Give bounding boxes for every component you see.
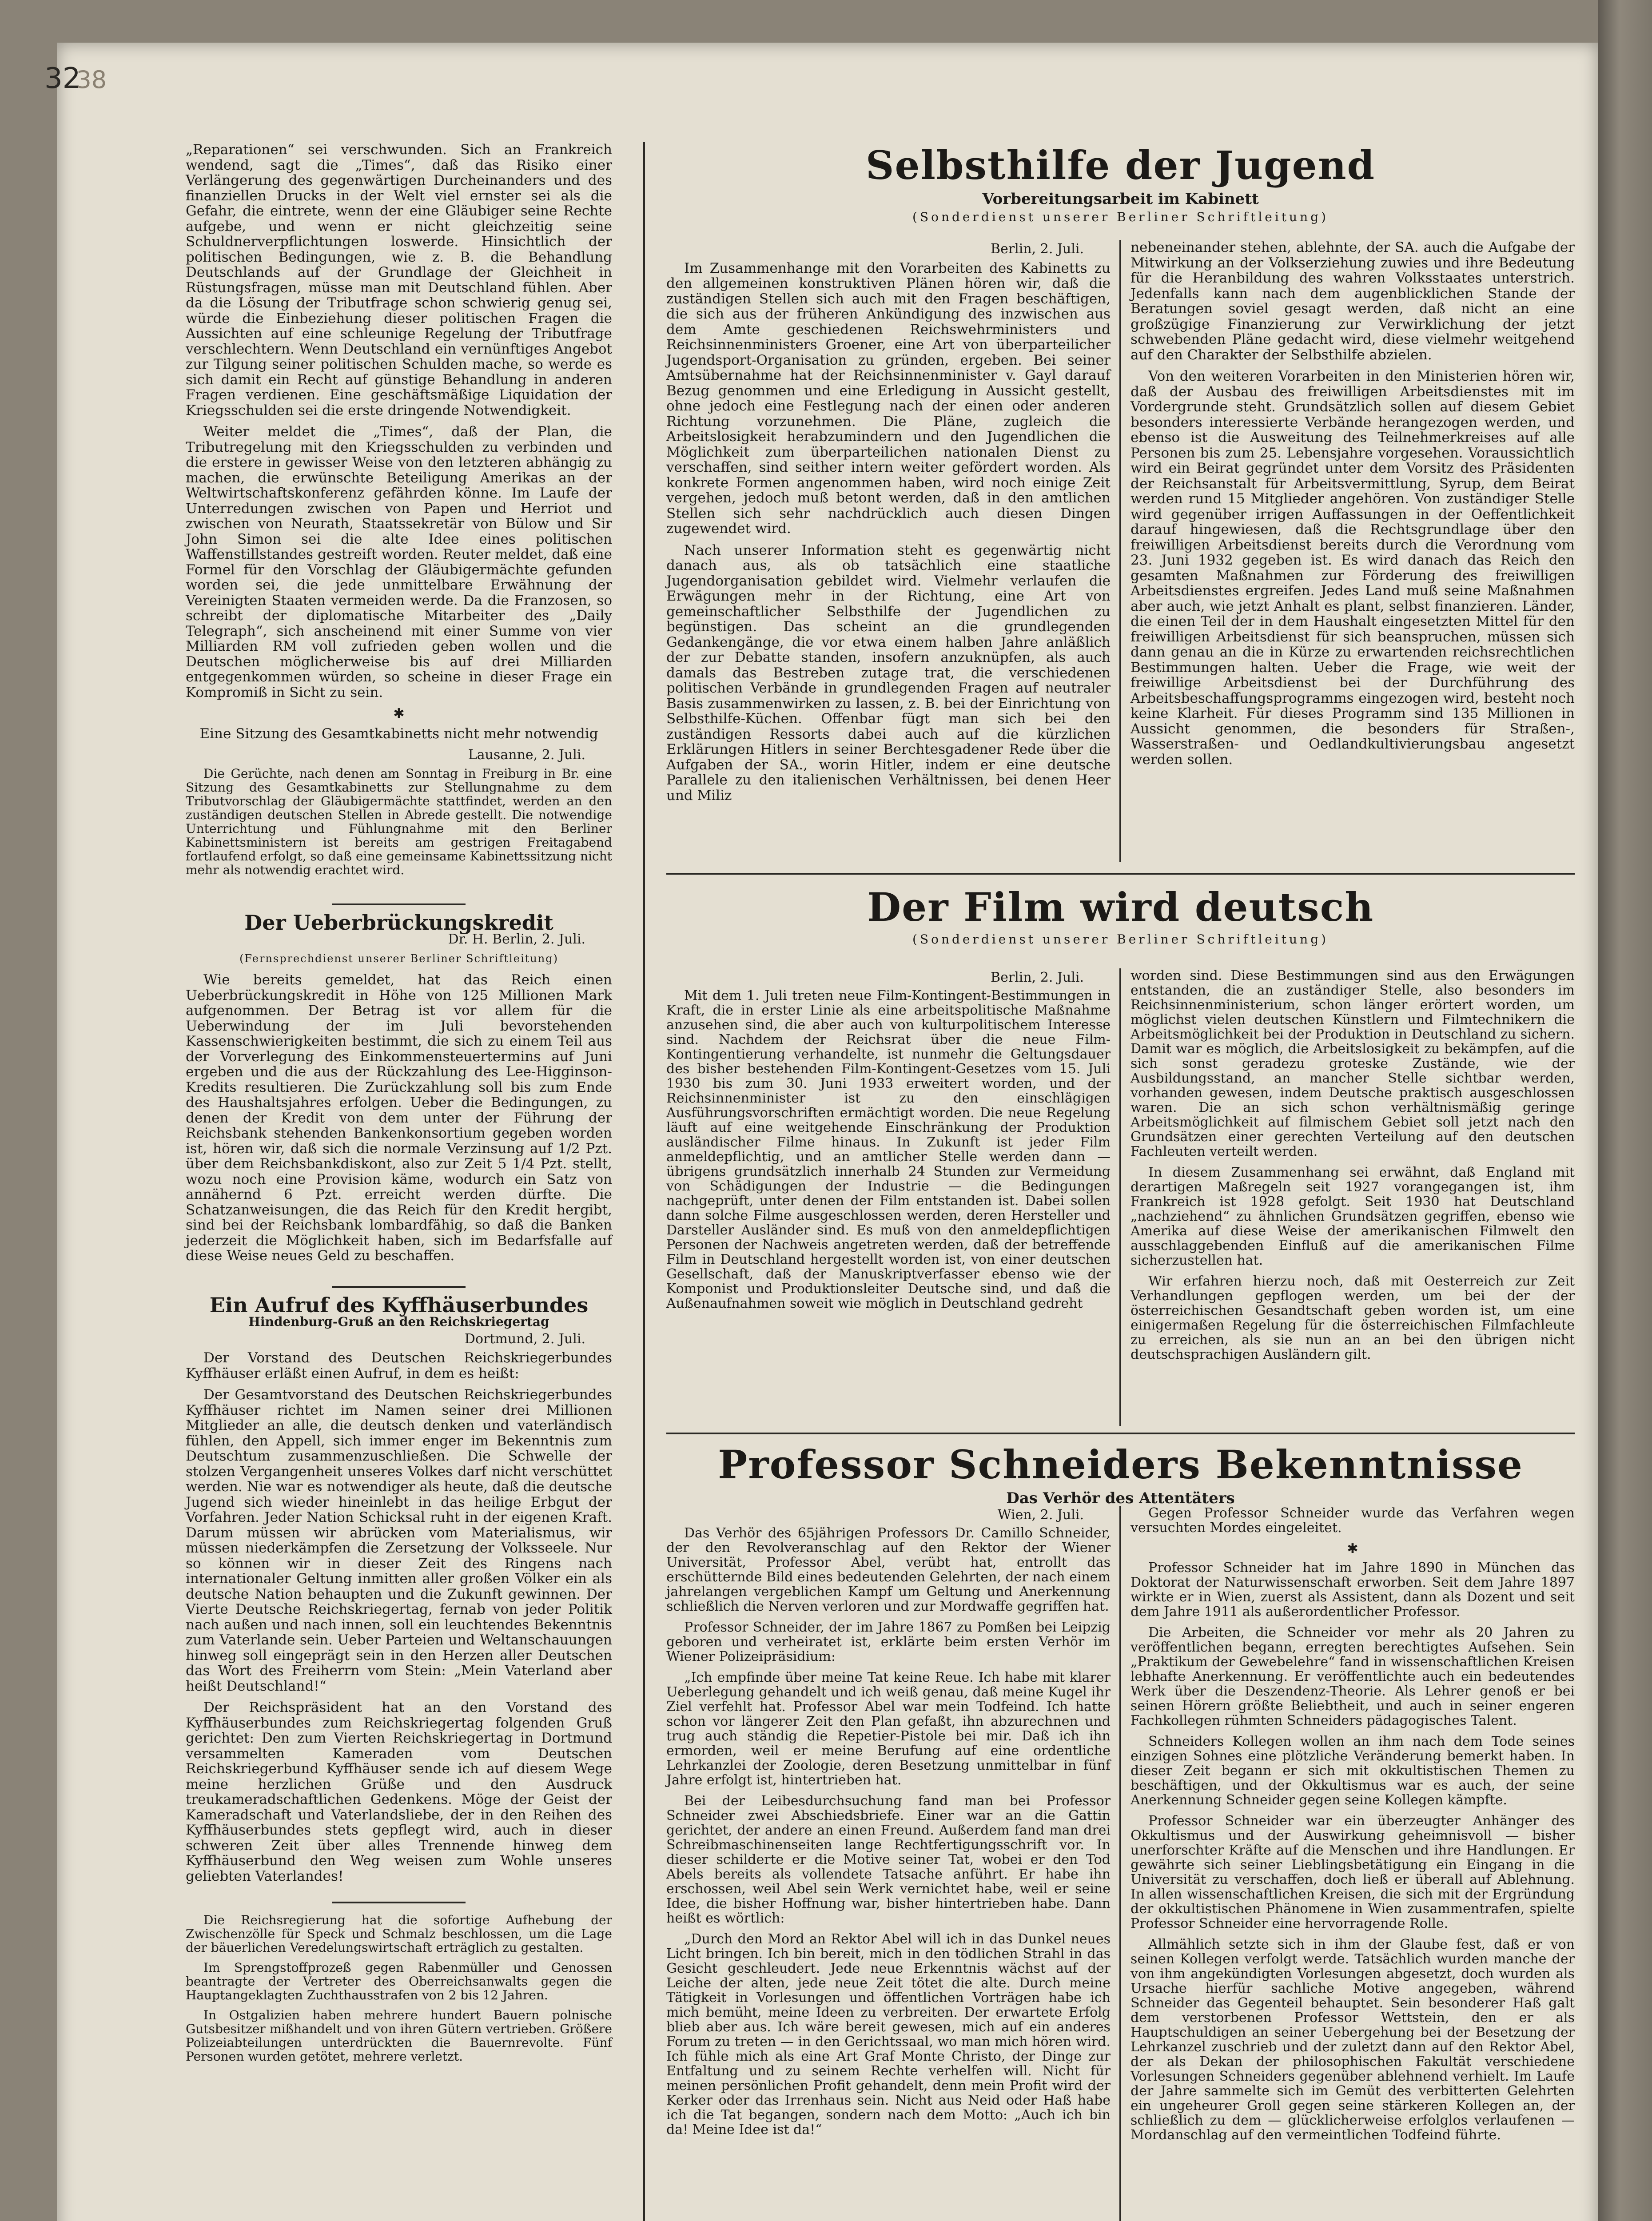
- professor-paragraph-8: Schneiders Kollegen wollen an ihm nach dem Tode seines einzigen Sohnes eine plötzliche Veränderung bemerkt haben. In dieser Zeit begann er sich mit okkultistischen Themen zu beschäftigen, und der Okkultismus war es auch, der seine Anerkennung Schneider gegen seine Kollegen kämpfte.: [1131, 1734, 1575, 1808]
- professor-article-header: [666, 1441, 1575, 1509]
- jugend-headline: Selbsthilfe der Jugend: [865, 142, 1376, 188]
- jugend-dateline: Berlin, 2. Juli.: [991, 241, 1084, 257]
- jugend-article-header: [666, 142, 1575, 231]
- section-rule-prof: [666, 1433, 1575, 1434]
- kyffhaeuser-paragraph-2: Der Gesamtvorstand des Deutschen Reichskriegerbundes Kyffhäuser richtet im Namen seiner drei Millionen Mitglieder an alle, die deutsch denken und vaterländisch fühlen, den Appell, sich immer enger im Bekenntnis zum Deutschtum zusammenzuschließen. Die Schwelle der stolzen Vergangenheit unseres Volkes darf nicht verschüttet werden. Nie war es notwendiger als heute, daß die deutsche Jugend sich wieder hineinlebt in das heilige Erbgut der Vorfahren. Jeder Nation Schicksal ruht in der eigenen Kraft. Darum müssen wir abrücken vom Materialismus, wir müssen niederkämpfen die Zersetzung der Volksseele. Nur so können wir in dieser Zeit des Ringens nach internationaler Geltung inmitten aller großen Völker ein als deutsche Nation behaupten und die Zukunft gewinnen. Der Vierte Deutsche Reichskriegertag, fernab von jeder Politik nach außen und nach innen, soll ein leuchtendes Bekenntnis zum Vaterlande sein. Ueber Parteien und Weltanschauungen hinweg soll eingeprägt sein in den Herzen aller Deutschen das Wort des Freiherrn vom Stein: „Mein Vaterland aber heißt Deutschland!“: [186, 1387, 612, 1694]
- article-divider: [332, 904, 466, 905]
- professor-headline: Professor Schneiders Bekenntnisse: [718, 1441, 1523, 1488]
- professor-paragraph-6: Professor Schneider hat im Jahre 1890 in München das Doktorat der Naturwissenschaft erworben. Seit dem Jahre 1897 wirkte er in Wien, zuerst als Assistent, dann als Dozent und seit dem Jahre 1911 als außerordentlicher Professor.: [1131, 1560, 1575, 1620]
- separator-star: ✱: [393, 706, 405, 721]
- news-brief-3: In Ostgalizien haben mehrere hundert Bauern polnische Gutsbesitzer mißhandelt und von ihren Gütern vertrieben. Größere Polizeiabteilungen unterdrückten die Bauernrevolte. Fünf Personen wurden getötet, mehrere verletzt.: [186, 2008, 612, 2064]
- professor-paragraph-2: Professor Schneider, der im Jahre 1867 zu Pomßen bei Leipzig geboren und verheiratet ist, erklärte beim ersten Verhör im Wiener Polizeipräsidium:: [666, 1620, 1111, 1664]
- film-paragraph-3: In diesem Zusammenhang sei erwähnt, daß England mit derartigen Maßregeln seit 1927 vorangegangen ist, ihm Frankreich ist 1928 gefolgt. Seit 1930 hat Deutschland „nachziehend“ zu ähnlichen Grundsätzen gegriffen, ebenso wie Amerika auf diese Weise der amerikanischen Filmwelt den ausschlaggebenden Einfluß auf die amerikanischen Filme sicherzustellen hat.: [1131, 1165, 1575, 1268]
- section-rule-film: [666, 873, 1575, 875]
- kyffhaeuser-subheadline: Hindenburg-Gruß an den Reichskriegertag: [248, 1314, 549, 1329]
- column-divider-mid-top: [1119, 240, 1121, 862]
- kyffhaeuser-paragraph-3: Der Reichspräsident hat an den Vorstand des Kyffhäuserbundes zum Reichskriegertag folgenden Gruß gerichtet: Den zum Vierten Reichskriegertag in Dortmund versammelten Kameraden vom Deutschen Reichskriegerbund Kyffhäuser sende ich auf diesem Wege meine herzlichen Grüße und den Ausdruck treukameradschaftlichen Gedenkens. Möge der Geist der Kameradschaft und Vaterlandsliebe, der in den Reihen des Kyffhäuserbundes stets gepflegt wird, auch in dieser schweren Zeit über alles Trennende hinweg dem Kyffhäuserbund den Weg weisen zum Wohle unseres geliebten Vaterlandes!: [186, 1700, 612, 1884]
- page-number-current: 32: [44, 62, 81, 95]
- professor-intro: Gegen Professor Schneider wurde das Verfahren wegen versuchten Mordes eingeleitet.: [1131, 1505, 1575, 1536]
- professor-paragraph-10: Allmählich setzte sich in ihm der Glaube fest, daß er von seinen Kollegen verfolgt werde. Tatsächlich wurden manche der von ihm angekündigten Vorlesungen abgesetzt, doch wurden als Ursache hierfür sachliche Motive angegeben, während Schneider das Gegenteil behauptet. Sein besonderer Haß galt dem verstorbenen Professor Wettstein, den er als Hauptschuldigen an seiner Uebergehung bei der Besetzung der Lehrkanzel zuschrieb und der zuletzt dann auf den Rektor Abel, der als Dekan der philosophischen Fakultät verschiedene Vorlesungen Schneiders gegenüber ablehnend verhielt. Im Laufe der Jahre sammelte sich im Gemüt des verbitterten Gelehrten ein ungeheurer Groll gegen seine stärkeren Kollegen an, der schließlich zu dem — glücklicherweise erfolglos verlaufenen — Mordanschlag auf den vermeintlichen Todfeind führte.: [1131, 1937, 1575, 2143]
- news-brief-1: Die Reichsregierung hat die sofortige Aufhebung der Zwischenzölle für Speck und Schmalz beschlossen, um die Lage der bäuerlichen Veredelungswirtschaft erträglich zu gestalten.: [186, 1913, 612, 1955]
- jugend-paragraph-1: Im Zusammenhange mit den Vorarbeiten des Kabinetts zu den allgemeinen konstruktiven Plänen hören wir, daß die zuständigen Stellen sich auch mit den Fragen beschäftigen, die sich aus der früheren Ankündigung des inzwischen aus dem Amte geschiedenen Reichswehrministers und Reichsinnenministers Groener, eine Art von überparteilicher Jugendsport-Organisation zu gründen, ergeben. Bei seiner Amtsübernahme hat der Reichsinnenminister v. Gayl darauf Bezug genommen und eine Erledigung in Aussicht gestellt, ohne jedoch eine Festlegung nach der einen oder anderen Richtung vorzunehmen. Die Pläne, zugleich die Arbeitslosigkeit herabzumindern und den Jugendlichen die Möglichkeit zum überparteilichen nationalen Dienst zu verschaffen, sind seither intern weiter gefördert worden. Als konkrete Formen angenommen haben, wird noch einige Zeit vergehen, jedoch muß betont werden, daß in den amtlichen Stellen sich sehr nachdrücklich auch diesen Dingen zugewendet wird.: [666, 260, 1111, 537]
- ueberbrueckung-paragraph: Wie bereits gemeldet, hat das Reich einen Ueberbrückungskredit in Höhe von 125 Millionen Mark aufgenommen. Der Betrag ist vor allem für die Ueberwindung der im Juli bevorstehenden Kassenschwierigkeiten bestimmt, die sich zu einem Teil aus der Vorverlegung des Einkommensteuertermins auf Juni ergeben und die aus der Rückzahlung des Lee-Higginson-Kredits resultieren. Die Zurückzahlung soll bis zum Ende des Haushaltsjahres erfolgen. Ueber die Bedingungen, zu denen der Kredit von dem unter der Führung der Reichsbank stehenden Bankenkonsortium gegeben worden ist, hören wir, daß sich die normale Verzinsung auf 1/2 Pzt. über dem Reichsbankdiskont, also zur Zeit 5 1/4 Pzt. stellt, wozu noch eine Provision käme, wodurch ein Satz von annähernd 6 Pzt. erreicht werden dürfte. Die Schatzanweisungen, die das Reich für den Kredit hergibt, sind bei der Reichsbank lombardfähig, so daß die Banken jederzeit die Möglichkeit haben, sich im Bedarfsfalle auf diese Weise neues Geld zu beschaffen.: [186, 972, 612, 1264]
- column-divider-left: [643, 142, 645, 2221]
- ueberbrueckung-service-line: (Fernsprechdienst unserer Berliner Schriftleitung): [239, 952, 558, 965]
- professor-paragraph-7: Die Arbeiten, die Schneider vor mehr als 20 Jahren zu veröffentlichen begann, erregten berechtigtes Aufsehen. Sein „Praktikum der Gewebelehre“ fand in wissenschaftlichen Kreisen lebhafte Anerkennung. Er veröffentlichte auch ein bedeutendes Werk über die Deszendenz-Theorie. Als Lehrer genoß er bei seinen Hörern größte Beliebtheit, und auch in seiner engeren Fachkollegen rühmten Schneiders pädagogisches Talent.: [1131, 1625, 1575, 1728]
- ueberbrueckung-headline: Der Ueberbrückungskredit: [244, 910, 553, 935]
- cabinet-subheadline: Eine Sitzung des Gesamtkabinetts nicht mehr notwendig: [199, 725, 598, 742]
- ueberbrueckung-dateline: Dr. H. Berlin, 2. Juli.: [448, 931, 585, 947]
- professor-dateline: Wien, 2. Juli.: [997, 1507, 1084, 1523]
- film-column-right: [1131, 968, 1575, 1368]
- column-divider-mid-prof: [1119, 1506, 1121, 2221]
- jugend-paragraph-3: nebeneinander stehen, ablehnte, der SA. auch die Aufgabe der Mitwirkung an der Volkserziehung zuwies und ihre Bedeutung für die Heranbildung des wahren Volksstaates unterstrich. Jedenfalls kann nach dem augenblicklichen Stande der Beratungen soviel gesagt werden, daß nicht an eine großzügige Finanzierung zur Verwirklichung der jetzt schwebenden Pläne gedacht wird, diese vielmehr weitgehend auf den Charakter der Selbsthilfe abzielen.: [1131, 239, 1575, 363]
- professor-paragraph-4: Bei der Leibesdurchsuchung fand man bei Professor Schneider zwei Abschiedsbriefe. Einer war an die Gattin gerichtet, der andere an einen Freund. Außerdem fand man drei Schreibmaschinenseiten lange Rechtfertigungsschrift vor. In dieser schilderte er die Motive seiner Tat, wobei er den Tod Abels bereits als vollendete Tatsache anführt. Er habe ihn erschossen, weil Abel sein Werk vernichtet habe, weil er seine Idee, die bisher Hoffnung war, bisher hintertrieben habe. Dann heißt es wörtlich:: [666, 1793, 1111, 1926]
- film-article-header: [666, 884, 1575, 953]
- professor-column-left: [666, 1506, 1111, 2143]
- film-paragraph-4: Wir erfahren hierzu noch, daß mit Oesterreich zur Zeit Verhandlungen gepflogen werden, um bei der der österreichischen Gesandtschaft geben worden ist, um eine einigermaßen Regelung für die österreichischen Filmfachleute zu erreichen, als sie nun an an bei den übrigen nicht deutschsprachigen Ausländern gilt.: [1131, 1274, 1575, 1362]
- professor-column-right: [1131, 1506, 1575, 2149]
- professor-paragraph-1: Das Verhör des 65jährigen Professors Dr. Camillo Schneider, der den Revolveranschlag auf den Rektor der Wiener Universität, Professor Abel, verübt hat, entrollt das erschütternde Bild eines bedeutenden Gelehrten, der nach einem jahrelangen vergeblichen Kampf um Geltung und Anerkennung schließlich die Nerven verloren und zur Mordwaffe gegriffen hat.: [666, 1525, 1111, 1614]
- jugend-paragraph-4: Von den weiteren Vorarbeiten in den Ministerien hören wir, daß der Ausbau des freiwilligen Arbeitsdienstes mit im Vordergrunde steht. Grundsätzlich sollen auf diesem Gebiet besonders interessierte Verbände herangezogen werden, und ebenso ist die Ausweitung des Teilnehmerkreises auf alle Personen bis zum 25. Lebensjahre vorgesehen. Voraussichtlich wird ein Beirat gegründet unter dem Vorsitz des Präsidenten der Reichsanstalt für Arbeitsvermittlung, Syrup, dem Beirat werden rund 15 Mitglieder angehören. Von zuständiger Stelle wird gegenüber irrigen Auffassungen in der Oeffentlichkeit darauf hingewiesen, daß die Rechtsgrundlage über den freiwilligen Arbeitsdienst bereits durch die Verordnung vom 23. Juni 1932 gegeben ist. Es wird danach das Reich den gesamten Maßnahmen zur Förderung des freiwilligen Arbeitsdienstes ergreifen. Jedes Land muß seine Maßnahmen aber auch, wie jetzt Anhalt es plant, selbst finanzieren. Länder, die einen Teil der in dem Haushalt eingesetzten Mittel für den freiwilligen Arbeitsdienst für sich beanspruchen, müssen sich dann genau an die in Kürze zu erwartenden reichsrechtlichen Bestimmungen halten. Ueber die Frage, wie weit der freiwillige Arbeitsdienst bei der Durchführung des Arbeitsbeschaffungsprogramms eingezogen wird, besteht noch keine Klarheit. Für dieses Programm sind 135 Millionen in Aussicht genommen, die besonders für Straßen-, Wasserstraßen- und Oedlandkultivierungsbau angesetzt werden sollen.: [1131, 368, 1575, 768]
- jugend-column-right: [1131, 240, 1575, 773]
- jugend-service-line: (Sonderdienst unserer Berliner Schriftleitung): [912, 210, 1329, 224]
- professor-paragraph-3: „Ich empfinde über meine Tat keine Reue. Ich habe mit klarer Ueberlegung gehandelt und ich weiß genau, daß meine Kugel ihr Ziel verfehlt hat. Professor Abel war mein Todfeind. Ich hatte schon vor längerer Zeit den Plan gefaßt, ihn abzurechnen und trug auch ständig die Repetier-Pistole bei mir. Daß ich ihn ermorden, weil er meine Berufung auf eine ordentliche Lehrkanzlei der Zoologie, deren Besetzung unmittelbar in fünf Jahre erfolgt ist, hintertrieben hat.: [666, 1670, 1111, 1788]
- cabinet-dateline: Lausanne, 2. Juli.: [468, 747, 585, 763]
- professor-paragraph-5: „Durch den Mord an Rektor Abel will ich in das Dunkel neues Licht bringen. Ich bin bereit, mich in den tödlichen Strahl in das Gesicht geschleudert. Jede neue Erkenntnis wächst auf der Leiche der alten, jede neue Zeit tötet die alte. Durch meine Tätigkeit in Vorlesungen und öffentlichen Vorträgen habe ich mich bemüht, meine Ideen zu verbreiten. Der erwartete Erfolg blieb aber aus. Ich wäre bereit gewesen, mich auf ein anderes Forum zu treten — in den Gerichtssaal, wo man mich hören wird. Ich fühle mich als eine Art Graf Monte Christo, der Dinge zur Entfaltung und zu seinem Rechte verhelfen will. Nicht für meinen persönlichen Profit gehandelt, denn mein Profit wird der Kerker oder das Irrenhaus sein. Nicht aus Neid oder Haß habe ich die Tat begangen, sondern nach dem Motto: „Auch ich bin da! Meine Idee ist da!“: [666, 1931, 1111, 2137]
- reparation-paragraph-2: Weiter meldet die „Times“, daß der Plan, die Tributregelung mit den Kriegsschulden zu verbinden und die erstere in gewisser Weise von den letzteren abhängig zu machen, die erwünschte Beteiligung Amerikas an der Weltwirtschaftskonferenz gefährden könne. Im Laufe der Unterredungen zwischen von Papen und Herriot und zwischen von Neurath, Staatssekretär von Bülow und Sir John Simon sei die alte Idee eines politischen Waffenstillstandes gestreift worden. Reuter meldet, daß eine Formel für den Vorschlag der Gläubigermächte gefunden worden sei, die jede unmittelbare Erwähnung der Vereinigten Staaten vermeiden werde. Da die Franzosen, so schreibt der diplomatische Mitarbeiter des „Daily Telegraph“, sich anscheinend mit einer Summe von vier Milliarden RM voll zufrieden geben wollen und die Deutschen möglicherweise bis auf drei Milliarden entgegenkommen würden, so scheine in dieser Frage ein Kompromiß in Sicht zu sein.: [186, 424, 612, 701]
- professor-subheadline: Das Verhör des Attentäters: [1006, 1489, 1235, 1507]
- film-dateline: Berlin, 2. Juli.: [991, 970, 1084, 985]
- cabinet-paragraph: Die Gerüchte, nach denen am Sonntag in Freiburg in Br. eine Sitzung des Gesamtkabinetts zur Stellungnahme zu dem Tributvorschlag der Gläubigermächte stattfindet, werden an den zuständigen deutschen Stellen in Abrede gestellt. Die notwendige Unterrichtung und Fühlungnahme mit den Berliner Kabinettsministern ist bereits am gestrigen Freitagabend fortlaufend erfolgt, so daß eine gemeinsame Kabinettssitzung nicht mehr als notwendig erachtet wird.: [186, 766, 612, 877]
- film-paragraph-1: Mit dem 1. Juli treten neue Film-Kontingent-Bestimmungen in Kraft, die in erster Linie als eine arbeitspolitische Maßnahme anzusehen sind, die aber auch von kulturpolitischem Interesse sind. Nachdem der Reichsrat über die neue Film-Kontingentierung verhandelte, ist nunmehr die Geltungsdauer des bisher bestehenden Film-Kontingent-Gesetzes vom 15. Juli 1930 bis zum 30. Juni 1933 erweitert worden, und der Reichsinnenminister ist zu den einschlägigen Ausführungsvorschriften ermächtigt worden. Die neue Regelung läuft auf eine weitgehende Einschränkung der Produktion ausländischer Filme hinaus. In Zukunft ist jeder Film anmeldepflichtig, und an amtlicher Stelle werden dann — übrigens grundsätzlich innerhalb 24 Stunden zur Vermeidung von Schädigungen der Industrie — die Bedingungen nachgeprüft, unter denen der Film entstanden ist. Dabei sollen dann solche Filme ausgeschlossen werden, deren Hersteller und Darsteller Ausländer sind. Es muß von den anmeldepflichtigen Personen der Nachweis angetreten werden, daß der betreffende Film in Deutschland hergestellt worden ist, von einer deutschen Gesellschaft, daß der Manuskriptverfasser ebenso wie der Komponist und Produktionsleiter Deutsche sind, und daß die Außenaufnahmen soweit wie möglich in Deutschland gedreht: [666, 988, 1111, 1311]
- professor-paragraph-9: Professor Schneider war ein überzeugter Anhänger des Okkultismus und der Auswirkung geheimnisvoll — bisher unerforschter Kräfte auf die Menschen und ihre Handlungen. Er gewährte sich seiner Lieblingsbetätigung ein Eingang in die Universität zu verschaffen, doch ließ er überall auf Ablehnung. In allen wissenschaftlichen Kreisen, die sich mit der Ergründung der okkultistischen Phänomene in Wien zusammentrafen, spielte Professor Schneider eine hervorragende Rolle.: [1131, 1813, 1575, 1931]
- column-left: [186, 142, 612, 2070]
- kyffhaeuser-paragraph-1: Der Vorstand des Deutschen Reichskriegerbundes Kyffhäuser erläßt einen Aufruf, in dem es heißt:: [186, 1350, 612, 1381]
- article-divider: [332, 1286, 466, 1288]
- reparation-paragraph-1: „Reparationen“ sei verschwunden. Sich an Frankreich wendend, sagt die „Times“, daß das Risiko einer Verlängerung des gegenwärtigen Durcheinanders und des finanziellen Drucks in der Welt viel ernster sei als die Gefahr, die eintrete, wenn der eine Gläubiger seine Rechte aufgebe, und wenn er nicht gleichzeitig seine Schuldnerverpflichtungen loswerde. Hinsichtlich der politischen Bedingungen, wie z. B. die Behandlung Deutschlands auf der Grundlage der Gleichheit in Rüstungsfragen, müsse man mit Deutschland fühlen. Aber da die Lösung der Tributfrage schon schwierig genug sei, würde die Einbeziehung dieser politischen Fragen die Aussichten auf eine schleunige Regelung der Tributfrage verschlechtern. Wenn Deutschland ein vernünftiges Angebot zur Tilgung seiner politischen Schulden mache, so werde es sich damit ein Recht auf günstige Behandlung in anderen Fragen verdienen. Eine geschäftsmäßige Liquidation der Kriegsschulden sei die erste dringende Notwendigkeit.: [186, 142, 612, 418]
- page-number: [44, 62, 107, 95]
- jugend-paragraph-2: Nach unserer Information steht es gegenwärtig nicht danach aus, als ob tatsächlich eine staatliche Jugendorganisation gebildet wird. Vielmehr verlaufen die Erwägungen mehr in der Richtung, eine Art von gemeinschaftlicher Selbsthilfe der Jugendlichen zu begünstigen. Das scheint an die grundlegenden Gedankengänge, die vor etwa einem halben Jahre anläßlich der zur Debatte standen, insofern anzuknüpfen, als auch damals das Bestreben zutage trat, die verschiedenen politischen Verbände in grundlegenden Fragen auf neutraler Basis zusammenwirken zu lassen, z. B. bei der Einrichtung von Selbsthilfe-Küchen. Offenbar fügt man sich bei den zuständigen Ressorts dabei auch auf die kürzlichen Erklärungen Hitlers in seiner Berchtesgadener Rede über die Aufgaben der SA., worin Hitler, indem er eine deutsche Parallele zu den italienischen Verhältnissen, bei denen Heer und Miliz: [666, 542, 1111, 804]
- film-service-line: (Sonderdienst unserer Berliner Schriftleitung): [912, 932, 1329, 947]
- page-number-old: 38: [76, 66, 107, 94]
- kyffhaeuser-dateline: Dortmund, 2. Juli.: [464, 1331, 585, 1347]
- film-column-left: [666, 968, 1111, 1317]
- kyffhaeuser-headline: Ein Aufruf des Kyffhäuserbundes: [209, 1293, 589, 1317]
- jugend-subheadline: Vorbereitungsarbeit im Kabinett: [982, 190, 1259, 208]
- news-brief-2: Im Sprengstoffprozeß gegen Rabenmüller und Genossen beantragte der Vertreter des Oberreichsanwalts gegen die Hauptangeklagten Zuchthausstrafen von 2 bis 12 Jahren.: [186, 1960, 612, 2002]
- film-headline: Der Film wird deutsch: [867, 884, 1374, 930]
- column-divider-mid-film: [1119, 968, 1121, 1426]
- jugend-column-left: [666, 240, 1111, 809]
- separator-star: ✱: [1347, 1541, 1358, 1556]
- article-divider: [332, 1902, 466, 1903]
- adjacent-page-edge: [1598, 0, 1652, 2221]
- film-paragraph-2: worden sind. Diese Bestimmungen sind aus den Erwägungen entstanden, die an zuständiger Stelle, also besonders im Reichsinnenministerium, schon länger erörtert worden, um möglichst vielen deutschen Künstlern und Filmtechnikern die Arbeitsmöglichkeit bei der Produktion in Deutschland zu sichern. Damit war es möglich, die Arbeitslosigkeit zu bekämpfen, auf die sich sonst geradezu groteske Zustände, wie der Ausbildungsstand, an mancher Stelle sichtbar werden, vorhanden gewesen, indem Deutsche praktisch ausgeschlossen waren. Die an sich schon verhältnismäßig geringe Arbeitsmöglichkeit auf filmischem Gebiet soll jetzt nach den Grundsätzen einer gerechten Verteilung auf den deutschen Fachleuten verteilt werden.: [1131, 968, 1575, 1159]
